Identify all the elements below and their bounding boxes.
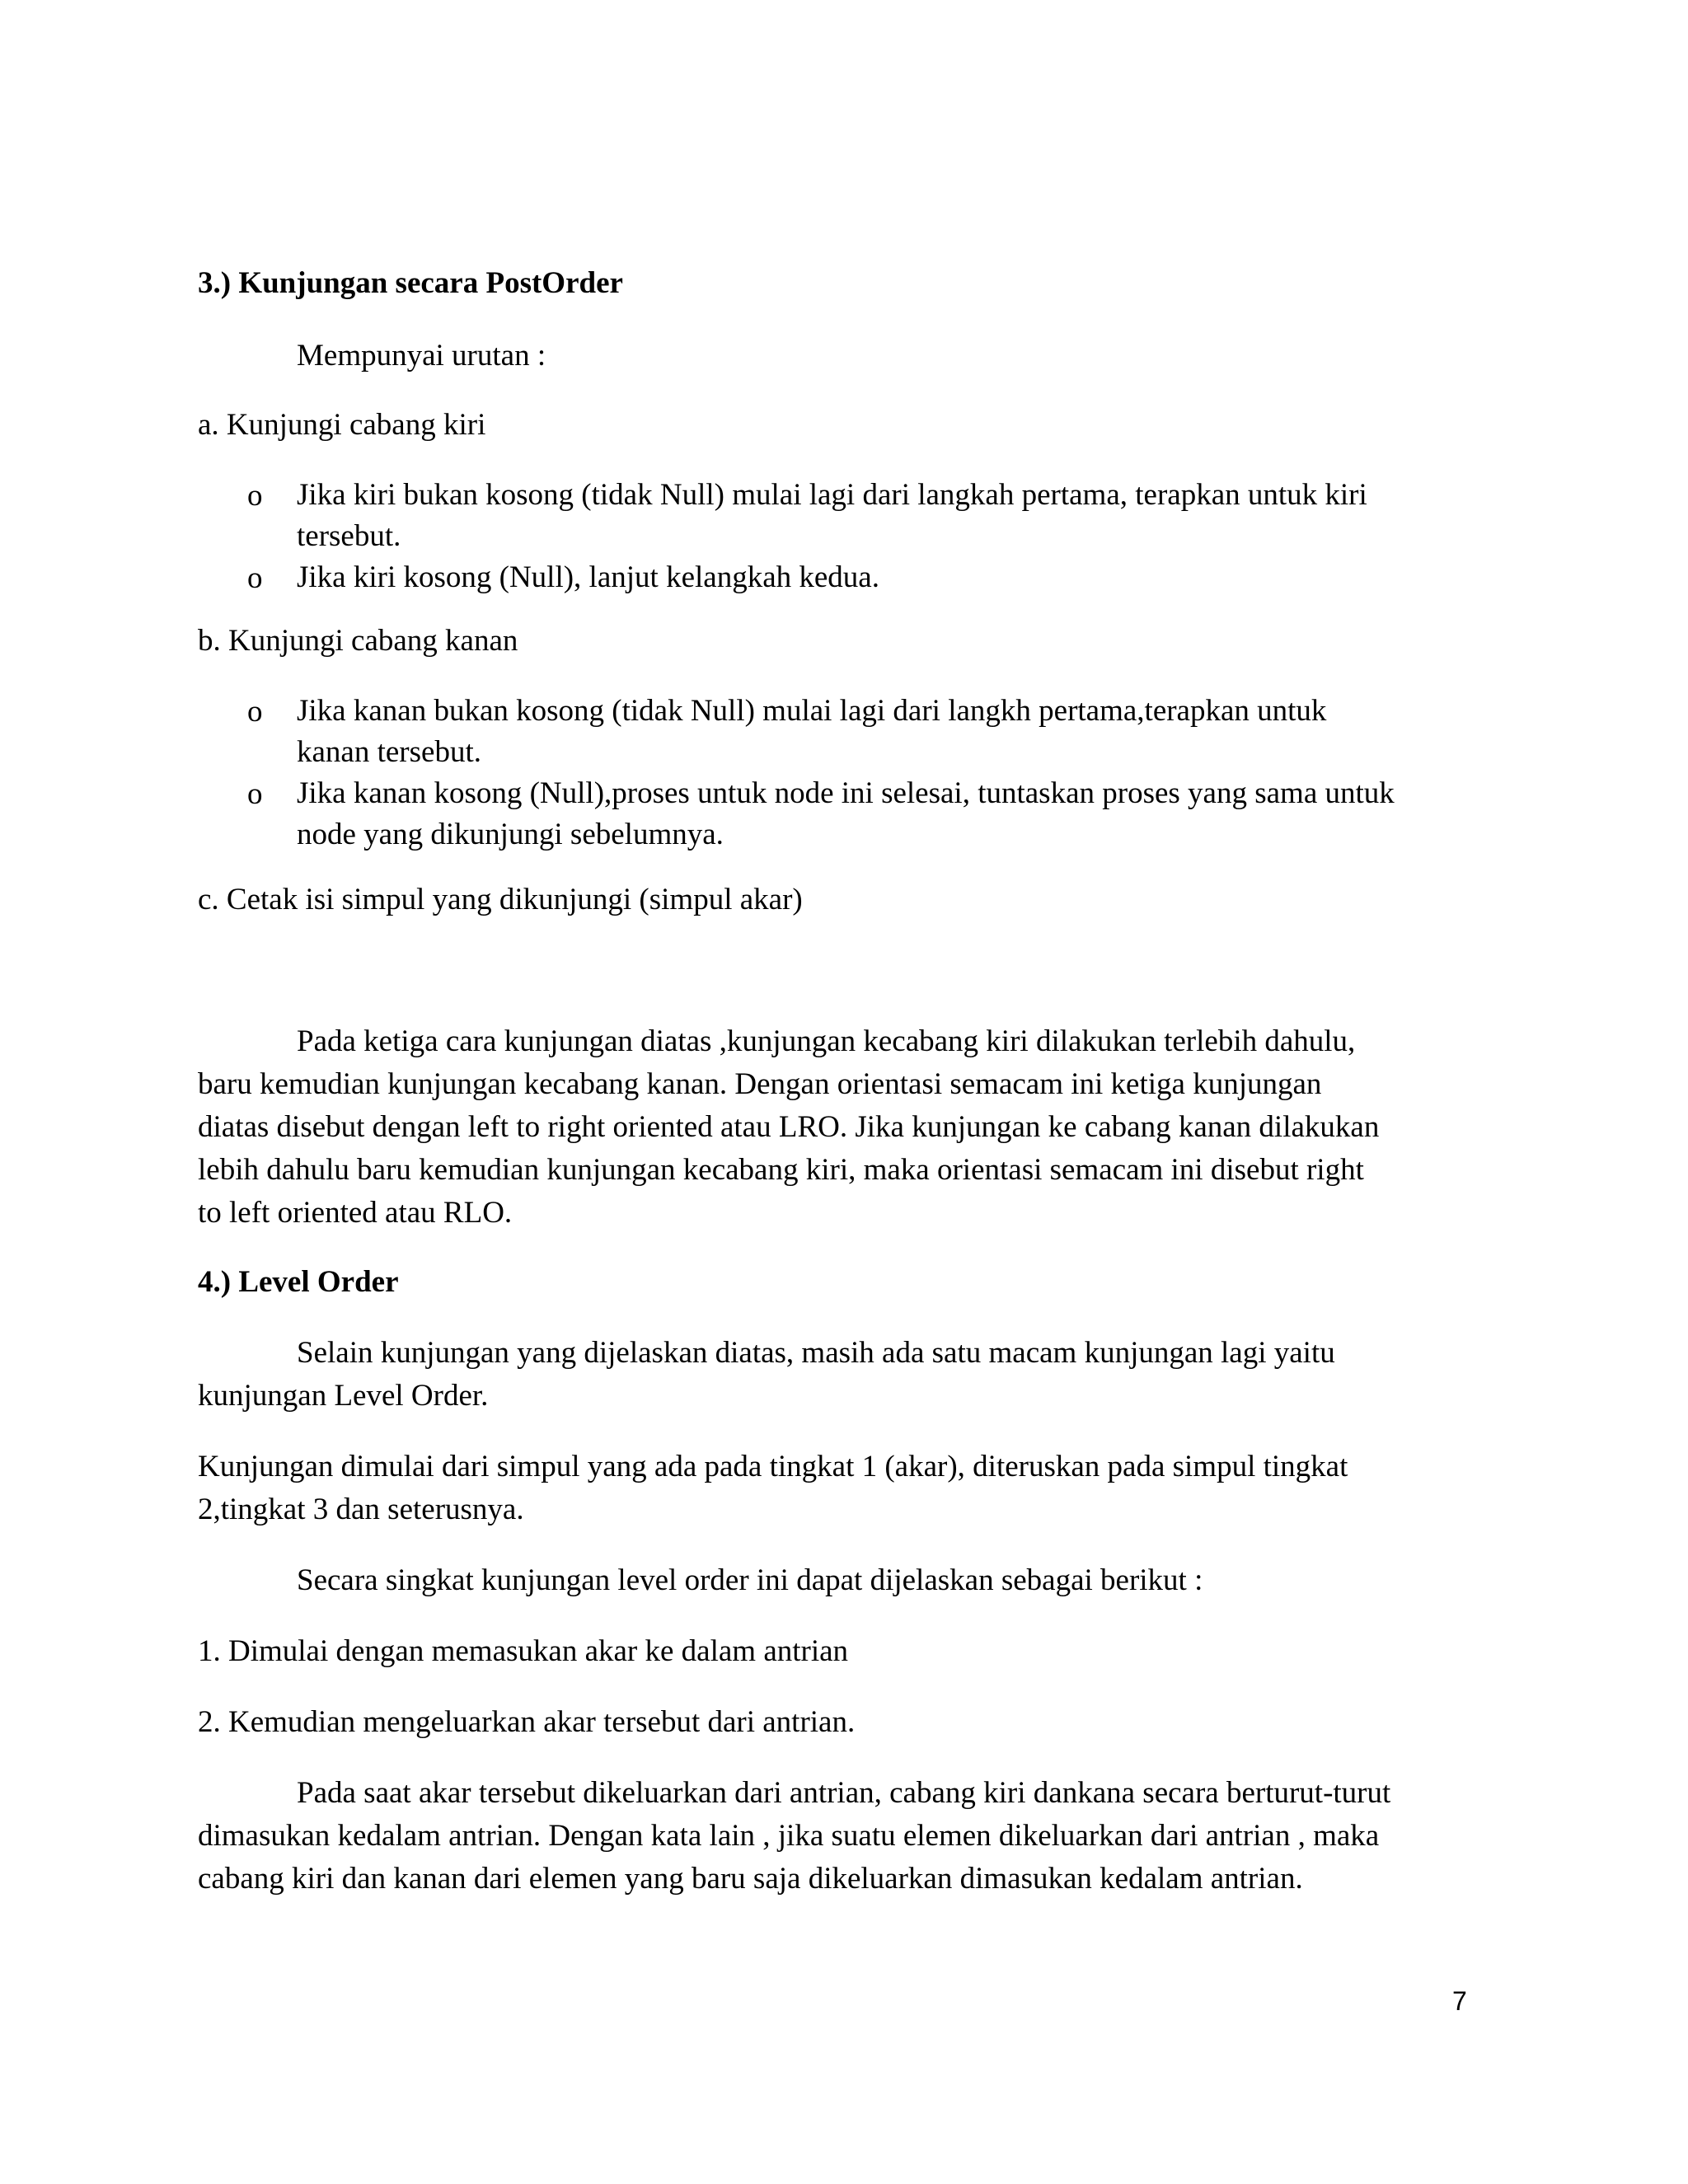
section4-p1-line1: Selain kunjungan yang dijelaskan diatas, masih ada satu macam kunjungan lagi yaitu xyxy=(297,1336,1335,1370)
section4-p3: Secara singkat kunjungan level order ini dapat dijelaskan sebagai berikut : xyxy=(297,1563,1203,1597)
bullet-a2-line1: Jika kiri kosong (Null), lanjut kelangkah kedua. xyxy=(297,560,879,594)
section4-p4-line1: Pada saat akar tersebut dikeluarkan dari antrian, cabang kiri dankana secara berturut-turut xyxy=(297,1776,1391,1810)
section3-heading: 3.) Kunjungan secara PostOrder xyxy=(198,266,623,300)
orientation-line-5: to left oriented atau RLO. xyxy=(198,1196,513,1230)
bullet-b1-line1: Jika kanan bukan kosong (tidak Null) mulai lagi dari langkh pertama,terapkan untuk xyxy=(297,694,1327,728)
section4-step1: 1. Dimulai dengan memasukan akar ke dalam antrian xyxy=(198,1634,849,1668)
section3-intro: Mempunyai urutan : xyxy=(297,339,546,373)
bullet-b1-line2: kanan tersebut. xyxy=(297,735,481,769)
bullet-marker: o xyxy=(247,479,263,513)
section4-p1-line2: kunjungan Level Order. xyxy=(198,1379,489,1413)
bullet-marker: o xyxy=(247,695,263,729)
bullet-b2-line1: Jika kanan kosong (Null),proses untuk node ini selesai, tuntaskan proses yang sama untuk xyxy=(297,776,1395,810)
orientation-line-1: Pada ketiga cara kunjungan diatas ,kunjungan kecabang kiri dilakukan terlebih dahulu, xyxy=(297,1024,1356,1058)
orientation-line-2: baru kemudian kunjungan kecabang kanan. Dengan orientasi semacam ini ketiga kunjungan xyxy=(198,1067,1322,1101)
orientation-line-3: diatas disebut dengan left to right oriented atau LRO. Jika kunjungan ke cabang kanan dilakukan xyxy=(198,1110,1380,1144)
bullet-marker: o xyxy=(247,561,263,595)
section4-p4-line3: cabang kiri dan kanan dari elemen yang baru saja dikeluarkan dimasukan kedalam antrian. xyxy=(198,1862,1303,1896)
bullet-marker: o xyxy=(247,777,263,811)
step-c: c. Cetak isi simpul yang dikunjungi (simpul akar) xyxy=(198,883,803,916)
section4-p2-line2: 2,tingkat 3 dan seterusnya. xyxy=(198,1493,524,1526)
section4-p2-line1: Kunjungan dimulai dari simpul yang ada pada tingkat 1 (akar), diteruskan pada simpul tingkat xyxy=(198,1450,1348,1483)
bullet-a1-line2: tersebut. xyxy=(297,519,401,553)
section4-p4-line2: dimasukan kedalam antrian. Dengan kata lain , jika suatu elemen dikeluarkan dari antrian , maka xyxy=(198,1819,1380,1853)
page-number: 7 xyxy=(1452,1986,1467,2016)
step-a: a. Kunjungi cabang kiri xyxy=(198,408,486,442)
section4-heading: 4.) Level Order xyxy=(198,1265,399,1299)
section4-step2: 2. Kemudian mengeluarkan akar tersebut dari antrian. xyxy=(198,1705,856,1739)
step-b: b. Kunjungi cabang kanan xyxy=(198,624,518,658)
bullet-b2-line2: node yang dikunjungi sebelumnya. xyxy=(297,818,724,851)
orientation-line-4: lebih dahulu baru kemudian kunjungan kecabang kiri, maka orientasi semacam ini disebut right xyxy=(198,1153,1364,1187)
bullet-a1-line1: Jika kiri bukan kosong (tidak Null) mulai lagi dari langkah pertama, terapkan untuk kiri xyxy=(297,478,1367,512)
